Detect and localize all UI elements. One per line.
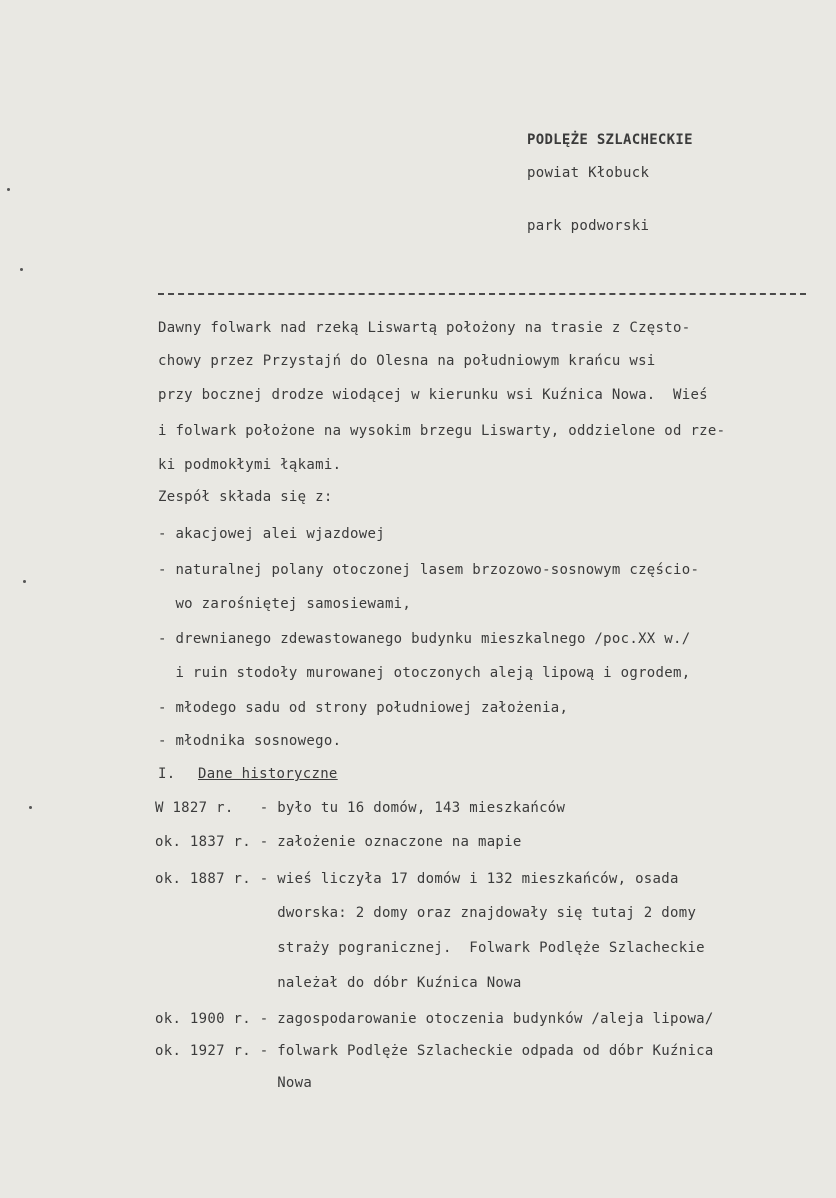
intro-line: Dawny folwark nad rzeką Liswartą położony na trasie z Często- bbox=[158, 320, 691, 336]
section-title: Dane historyczne bbox=[198, 766, 338, 782]
composition-item: i ruin stodoły murowanej otoczonych aleją lipową i ogrodem, bbox=[158, 665, 691, 681]
composition-heading: Zespół składa się z: bbox=[158, 489, 333, 505]
separator-rule bbox=[158, 293, 806, 295]
header-place: PODLĘŻE SZLACHECKIE bbox=[527, 132, 693, 148]
composition-item: - młodego sadu od strony południowej założenia, bbox=[158, 700, 569, 716]
history-line: należał do dóbr Kuźnica Nowa bbox=[155, 975, 522, 991]
intro-line: ki podmokłymi łąkami. bbox=[158, 457, 342, 473]
history-line: W 1827 r. - było tu 16 domów, 143 mieszkańców bbox=[155, 800, 566, 816]
composition-item: - drewnianego zdewastowanego budynku mieszkalnego /poc.XX w./ bbox=[158, 631, 691, 647]
margin-speck bbox=[23, 580, 26, 583]
history-line: ok. 1837 r. - założenie oznaczone na mapie bbox=[155, 834, 522, 850]
header-district: powiat Kłobuck bbox=[527, 165, 650, 181]
composition-item: wo zarośniętej samosiewami, bbox=[158, 596, 412, 612]
margin-speck bbox=[20, 268, 23, 271]
history-line: ok. 1900 r. - zagospodarowanie otoczenia budynków /aleja lipowa/ bbox=[155, 1011, 714, 1027]
history-line: ok. 1927 r. - folwark Podlęże Szlacheckie odpada od dóbr Kuźnica bbox=[155, 1043, 714, 1059]
margin-speck bbox=[7, 188, 10, 191]
history-line: straży pogranicznej. Folwark Podlęże Szlacheckie bbox=[155, 940, 705, 956]
header-object: park podworski bbox=[527, 218, 650, 234]
history-line: Nowa bbox=[155, 1075, 313, 1091]
composition-item: - naturalnej polany otoczonej lasem brzozowo-sosnowym częścio- bbox=[158, 562, 700, 578]
intro-line: przy bocznej drodze wiodącej w kierunku wsi Kuźnica Nowa. Wieś bbox=[158, 387, 708, 403]
composition-item: - akacjowej alei wjazdowej bbox=[158, 526, 385, 542]
history-line: dworska: 2 domy oraz znajdowały się tutaj 2 domy bbox=[155, 905, 697, 921]
intro-line: chowy przez Przystajń do Olesna na południowym krańcu wsi bbox=[158, 353, 656, 369]
composition-item: - młodnika sosnowego. bbox=[158, 733, 342, 749]
intro-line: i folwark położone na wysokim brzegu Liswarty, oddzielone od rze- bbox=[158, 423, 726, 439]
margin-speck bbox=[29, 806, 32, 809]
history-line: ok. 1887 r. - wieś liczyła 17 domów i 132 mieszkańców, osada bbox=[155, 871, 679, 887]
section-number: I. bbox=[158, 766, 176, 782]
